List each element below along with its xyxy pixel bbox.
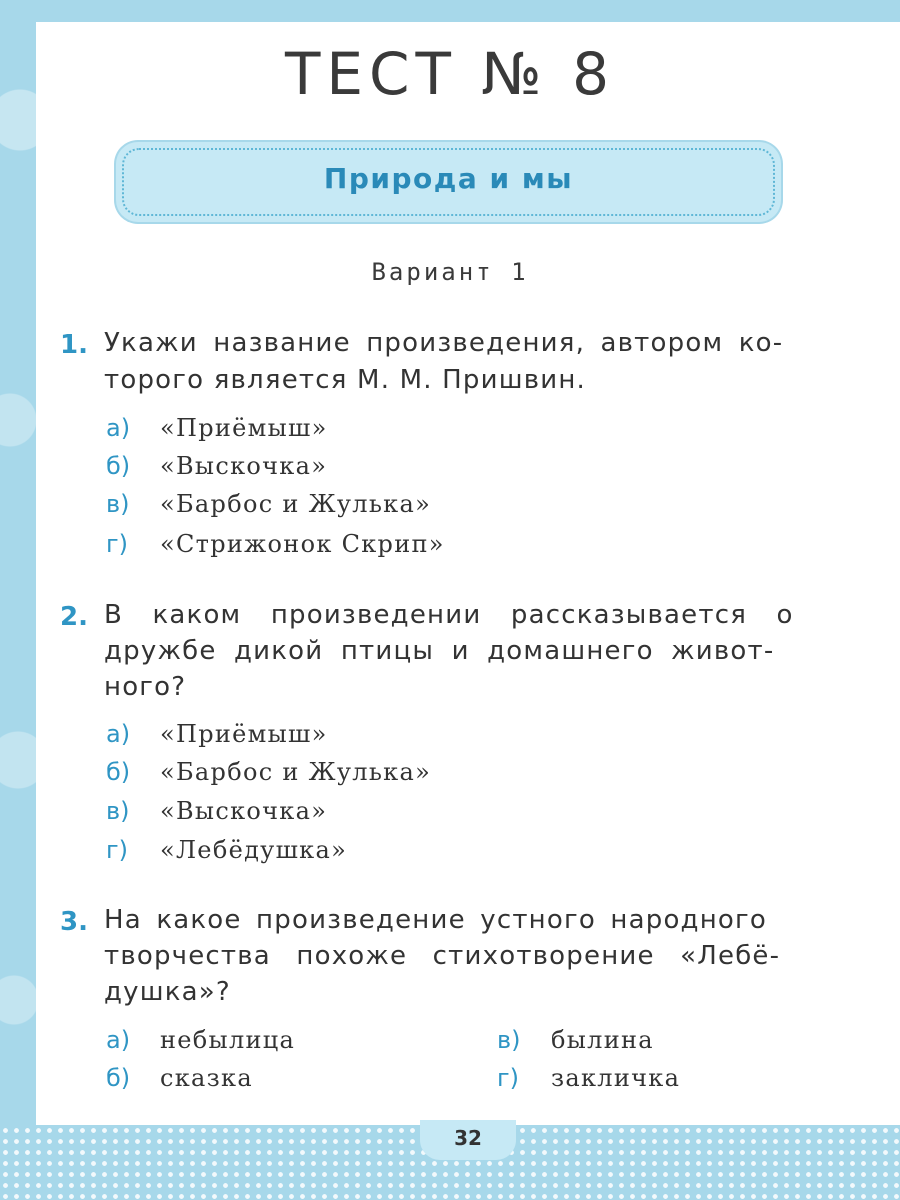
- option-letter: в): [106, 490, 130, 518]
- option-letter: г): [106, 836, 128, 864]
- question-text-line: дружбе дикой птицы и домашнего живот-: [104, 636, 775, 666]
- option-letter: а): [106, 1026, 131, 1054]
- option-text: «Лебёдушка»: [160, 836, 348, 864]
- variant-label: Вариант 1: [371, 258, 529, 286]
- option-letter: в): [106, 797, 130, 825]
- topic-title: Природа и мы: [323, 162, 574, 195]
- option-text: «Выскочка»: [160, 452, 328, 480]
- option-letter: а): [106, 414, 131, 442]
- option-text: «Стрижонок Скрип»: [160, 530, 445, 558]
- question-text-line: Укажи название произведения, автором ко-: [104, 328, 784, 358]
- question-text-line: На какое произведение устного народного: [104, 905, 767, 935]
- page-number: 32: [454, 1126, 482, 1150]
- option-text: «Барбос и Жулька»: [160, 490, 432, 518]
- option-letter: б): [106, 758, 131, 786]
- topic-banner: [116, 142, 781, 222]
- option-text: «Приёмыш»: [160, 720, 328, 748]
- option-letter: г): [106, 530, 128, 558]
- option-letter: в): [497, 1026, 521, 1054]
- question-text-line: торого является М. М. Пришвин.: [104, 365, 587, 395]
- option-text: былина: [551, 1026, 654, 1054]
- option-text: «Приёмыш»: [160, 414, 328, 442]
- question-number: 3.: [60, 907, 88, 937]
- option-letter: б): [106, 452, 131, 480]
- question-text-line: В каком произведении рассказывается о: [104, 600, 794, 630]
- question-text-line: ного?: [104, 672, 187, 702]
- option-letter: г): [497, 1064, 519, 1092]
- option-text: «Выскочка»: [160, 797, 328, 825]
- question-number: 1.: [60, 330, 88, 360]
- option-letter: б): [106, 1064, 131, 1092]
- question-number: 2.: [60, 602, 88, 632]
- option-text: закличка: [551, 1064, 681, 1092]
- option-text: «Барбос и Жулька»: [160, 758, 432, 786]
- question-text-line: творчества похоже стихотворение «Лебё-: [104, 941, 781, 971]
- option-text: небылица: [160, 1026, 296, 1054]
- option-letter: а): [106, 720, 131, 748]
- question-text-line: душка»?: [104, 977, 231, 1007]
- option-text: сказка: [160, 1064, 253, 1092]
- test-title: ТЕСТ № 8: [284, 40, 616, 108]
